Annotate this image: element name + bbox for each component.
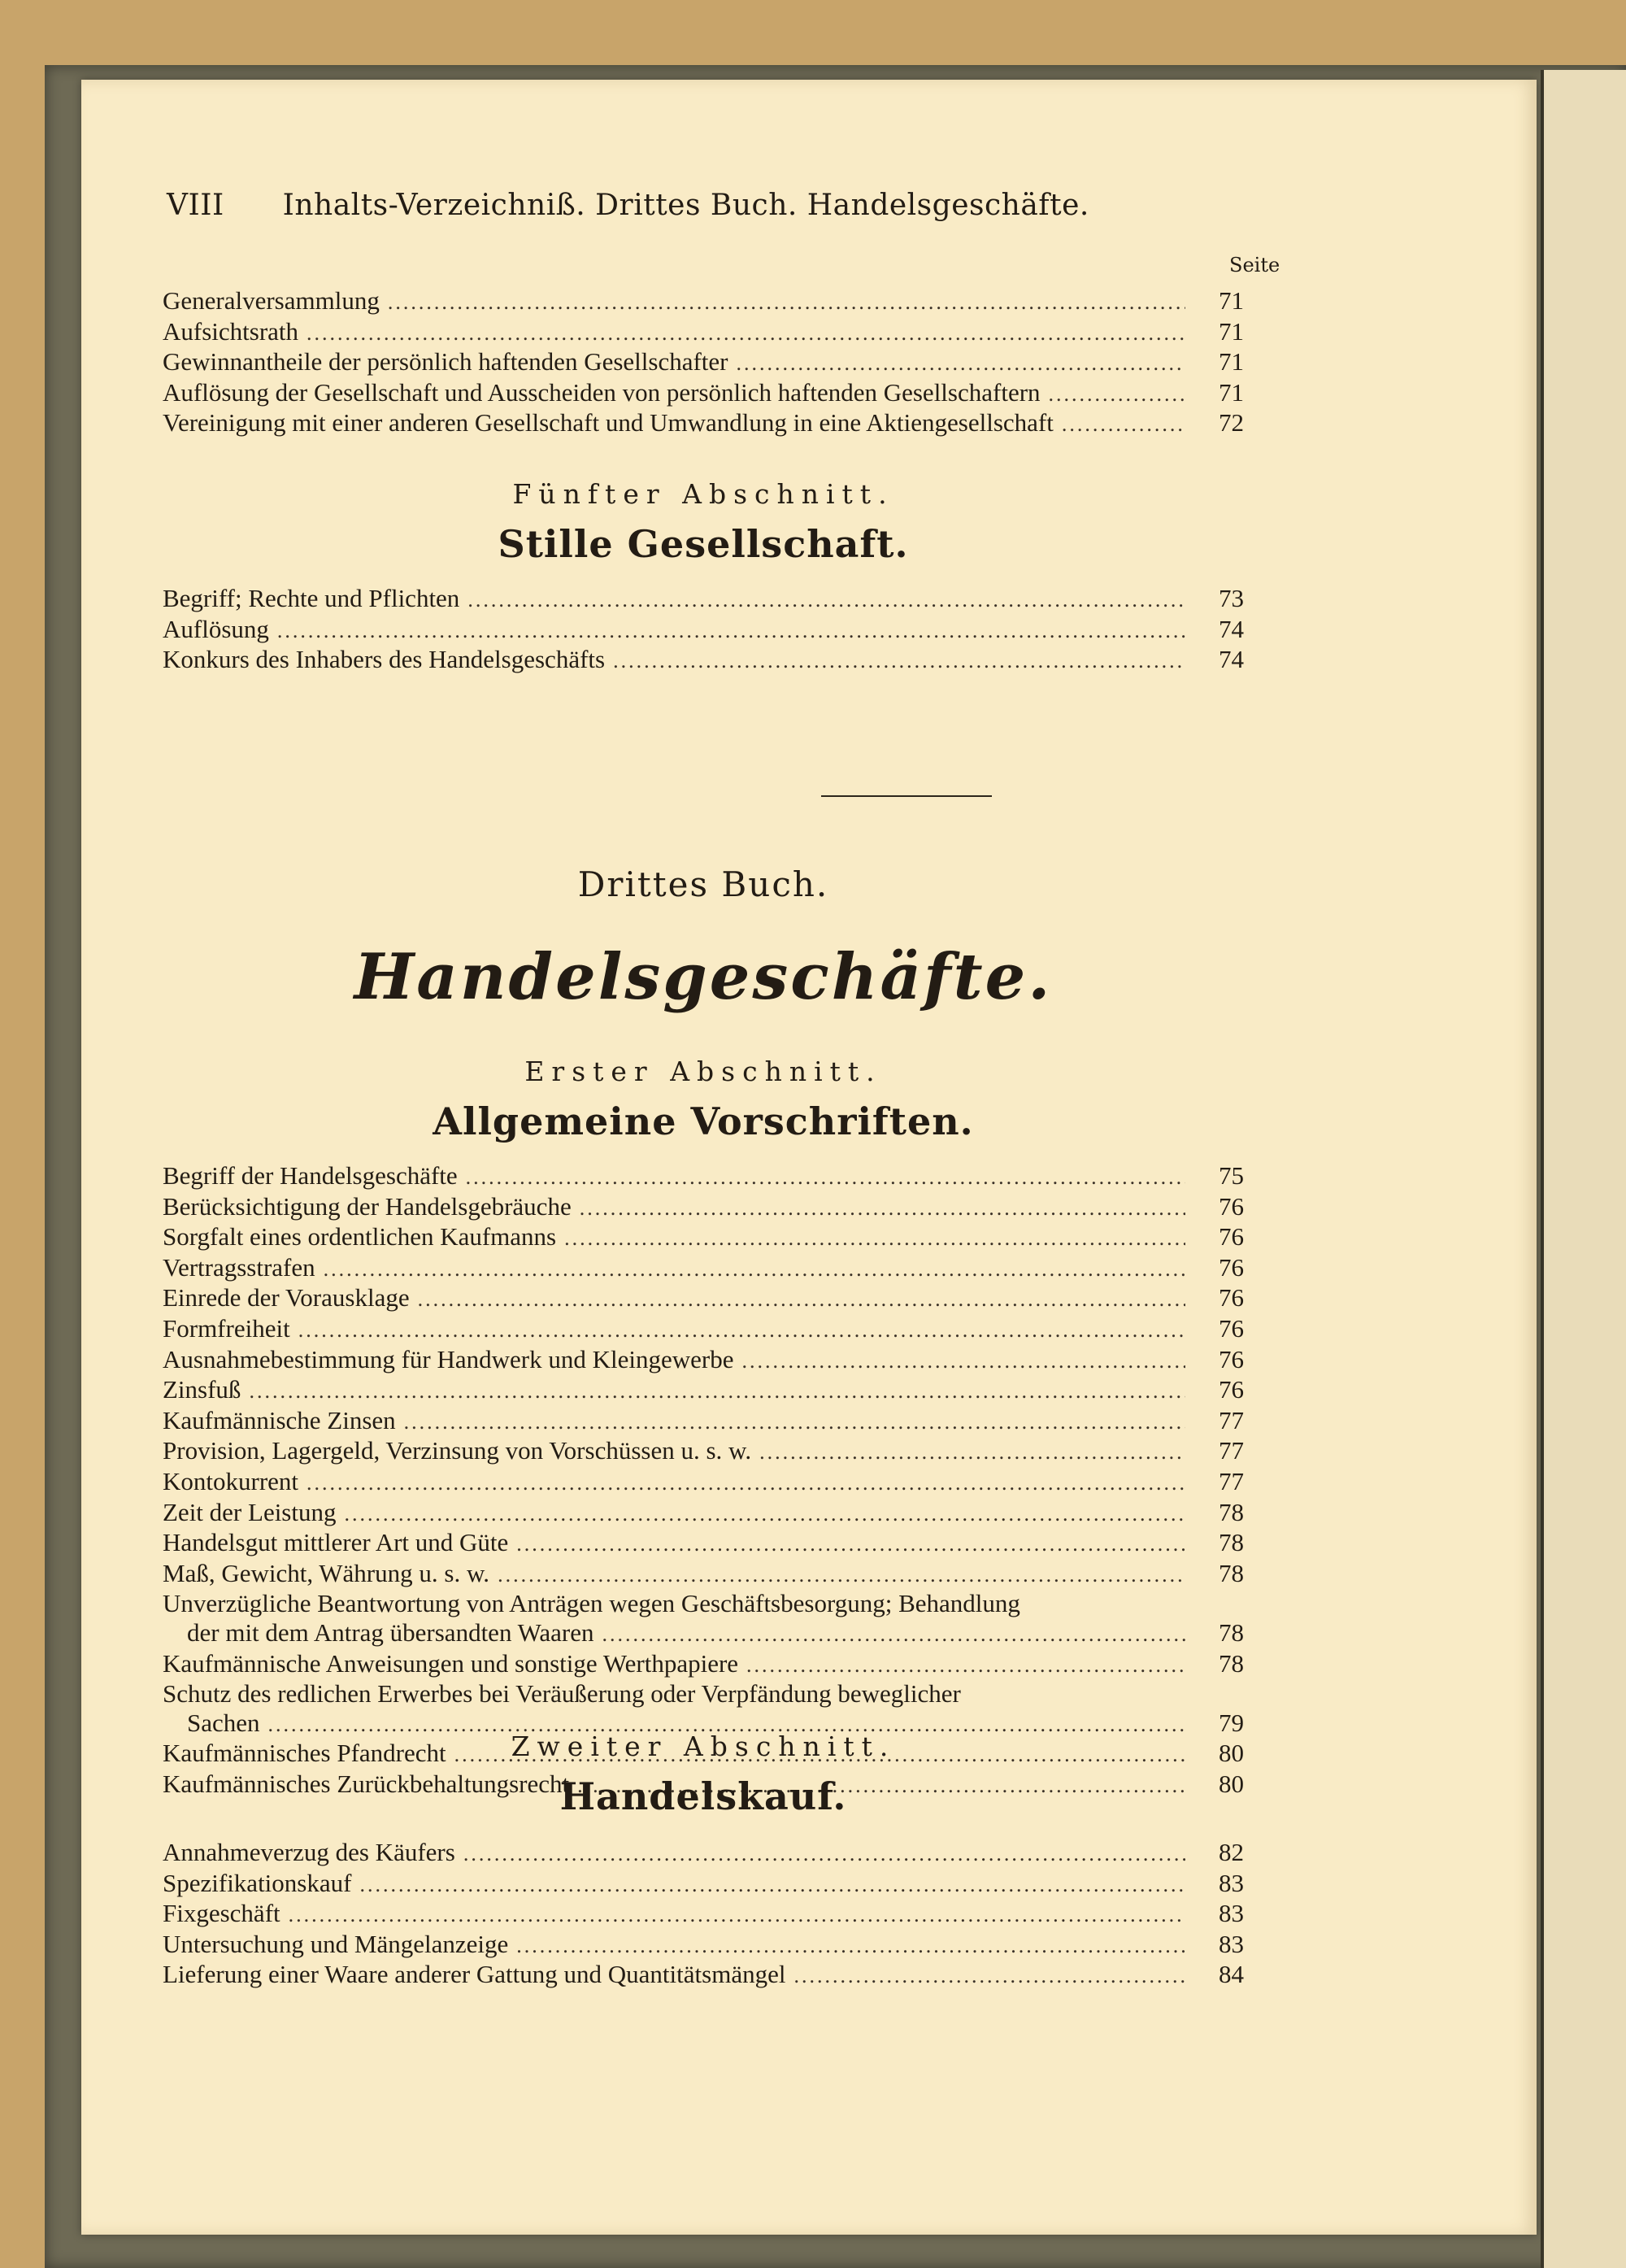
toc-entry: Konkurs des Inhabers des Handelsgeschäfts ..... 74 — [163, 645, 1244, 676]
toc-entry: Fixgeschäft ..... 83 — [163, 1899, 1244, 1930]
section-5-label: Fünfter Abschnitt. — [512, 478, 894, 510]
toc-entry: Kontokurrent ..... 77 — [163, 1467, 1244, 1498]
toc-entry: Zeit der Leistung ..... 78 — [163, 1498, 1244, 1529]
toc-entry: Maß, Gewicht, Währung u. s. w. ..... 78 — [163, 1559, 1244, 1590]
running-title: Inhalts-Verzeichniß. Drittes Buch. Handelsgeschäfte. — [282, 189, 1089, 222]
section-2-title: Handelskauf. — [559, 1774, 847, 1818]
toc-top-entries — [163, 286, 1244, 439]
toc-entry: Untersuchung und Mängelanzeige ..... 83 — [163, 1930, 1244, 1961]
toc-entry: Handelsgut mittlerer Art und Güte ..... 78 — [163, 1528, 1244, 1559]
toc-entry: Begriff der Handelsgeschäfte ..... 75 — [163, 1161, 1244, 1192]
toc-section-5 — [163, 584, 1244, 676]
toc-entry: Begriff; Rechte und Pflichten ..... 73 — [163, 584, 1244, 615]
toc-entry: Kaufmännisches Zurückbehaltungsrecht ..... 80 — [163, 1770, 1244, 1800]
toc-entry: Auflösung ..... 74 — [163, 615, 1244, 646]
toc-entry: Aufsichtsrath ..... 71 — [163, 317, 1244, 348]
section-5-title: Stille Gesellschaft. — [498, 522, 909, 566]
toc-entry: Sorgfalt eines ordentlichen Kaufmanns ..... 76 — [163, 1222, 1244, 1253]
toc-entry: Generalversammlung ..... 71 — [163, 286, 1244, 317]
toc-entry: Formfreiheit ..... 76 — [163, 1314, 1244, 1345]
book-endpaper — [1541, 70, 1626, 2268]
toc-entry: Kaufmännische Zinsen ..... 77 — [163, 1406, 1244, 1437]
section-2-label: Zweiter Abschnitt. — [511, 1730, 896, 1762]
toc-entry: Berücksichtigung der Handelsgebräuche ..... 76 — [163, 1192, 1244, 1223]
book-label: Drittes Buch. — [577, 864, 829, 904]
toc-entry: Auflösung der Gesellschaft und Ausscheiden von persönlich haftenden Gesellschaftern ..... 71 — [163, 378, 1244, 409]
divider-rule — [821, 795, 992, 797]
toc-entry: Kaufmännisches Pfandrecht ..... 80 — [163, 1739, 1244, 1770]
toc-entry: Zinsfuß ..... 76 — [163, 1375, 1244, 1406]
toc-entry: Einrede der Vorausklage ..... 76 — [163, 1283, 1244, 1314]
toc-entry: Spezifikationskauf ..... 83 — [163, 1869, 1244, 1900]
toc-entry: Provision, Lagergeld, Verzinsung von Vorschüssen u. s. w. ..... 77 — [163, 1436, 1244, 1467]
toc-entry: Gewinnantheile der persönlich haftenden Gesellschafter ..... 71 — [163, 347, 1244, 378]
seite-label: Seite — [1229, 254, 1280, 276]
book-title: Handelsgeschäfte. — [354, 940, 1053, 1014]
toc-entry-multiline-start: Schutz des redlichen Erwerbes bei Veräußerung oder Verpfändung beweglicher — [163, 1679, 961, 1709]
toc-entry: Lieferung einer Waare anderer Gattung und Quantitätsmängel ..... 84 — [163, 1960, 1244, 1991]
page-number: VIII — [167, 189, 224, 222]
toc-entry-multiline-end: Sachen ..... 79 — [163, 1709, 1244, 1739]
toc-entry: Annahmeverzug des Käufers ..... 82 — [163, 1838, 1244, 1869]
toc-entry-multiline-end: der mit dem Antrag übersandten Waaren ..... 78 — [163, 1618, 1244, 1649]
section-1-title: Allgemeine Vorschriften. — [433, 1099, 974, 1143]
toc-entry: Vertragsstrafen ..... 76 — [163, 1253, 1244, 1284]
toc-entry: Ausnahmebestimmung für Handwerk und Kleingewerbe ..... 76 — [163, 1345, 1244, 1376]
section-1-label: Erster Abschnitt. — [524, 1056, 882, 1087]
running-header — [167, 189, 1224, 222]
toc-section-1 — [163, 1161, 1244, 1800]
toc-section-2 — [163, 1838, 1244, 1991]
page — [81, 80, 1537, 2235]
toc-entry: Kaufmännische Anweisungen und sonstige Werthpapiere ..... 78 — [163, 1649, 1244, 1680]
toc-entry-multiline-start: Unverzügliche Beantwortung von Anträgen wegen Geschäftsbesorgung; Behandlung — [163, 1589, 1020, 1618]
toc-entry: Vereinigung mit einer anderen Gesellschaft und Umwandlung in eine Aktiengesellschaft ..... 72 — [163, 408, 1244, 439]
